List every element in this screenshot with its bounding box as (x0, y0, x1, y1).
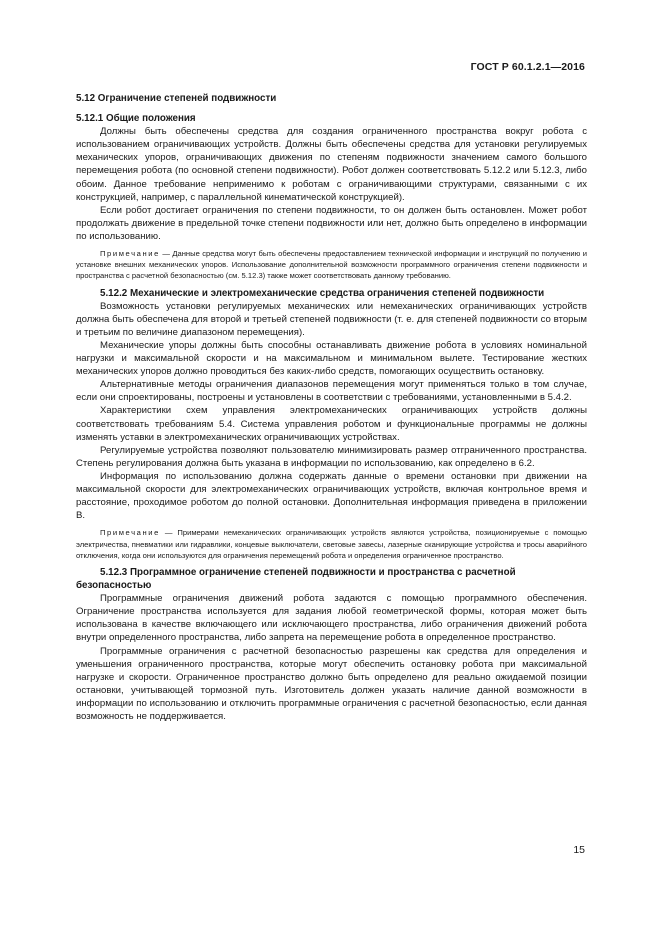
page-number: 15 (573, 844, 585, 856)
subsection-heading-5-12-2: 5.12.2 Механические и электромеханические средства ограничения степеней подвижности (100, 287, 545, 299)
note (76, 248, 587, 282)
page-content (76, 92, 587, 723)
paragraph: Программные ограничения движений робота задаются с помощью программного обеспечения. Ограничение пространства используется для задания любой геометрической формы, которая может быть использована в качестве включающего или исключающего пространства, либо ограничения движений робота внутри определенного пространства, либо запрета на перемещение робота в определенное пространство. (76, 593, 587, 644)
note (76, 527, 587, 561)
standard-header: ГОСТ Р 60.1.2.1—2016 (470, 61, 585, 73)
note-label: Примечание (100, 249, 160, 259)
note-text: — Примерами немеханических ограничивающих устройств являются устройства, позиционируемые с помощью электричества, пневматики или гидравлики, концевые выключатели, световые завесы, лазерные сканирующие устройства и тросы аварийного отключения, когда они используются для ограничения перемещений робота и определения ограниченное пространство. (76, 528, 587, 560)
paragraph: Механические упоры должны быть способны останавливать движение робота в условиях номинальной нагрузки и максимальной скорости и на максимальном и минимальном вылете. Тестирование жестких механических упоров должно проводиться без каких-либо средств, помогающих осуществить остановку. (76, 340, 587, 378)
paragraph: Должны быть обеспечены средства для создания ограниченного пространства вокруг робота с использованием ограничивающих устройств. Должны быть обеспечены средства для установки регулируемых механических упоров, ограничивающих движения по степеням подвижности значением самого большого перемещения робота (по основной степени подвижности). Робот должен соответствовать 5.12.2 или 5.12.3, либо обоим. Данное требование неприменимо к роботам с ограничивающими структурами, связанными с их конструкцией, например, с параллельной кинематической конструкцией). (76, 126, 587, 203)
paragraph: Информация по использованию должна содержать данные о времени остановки при движении на максимальной скорости для электромеханических ограничивающих устройств, включая контрольное время и расстояние, проходимое роботом до полной остановки. Дополнительная информация приведена в приложении В. (76, 470, 587, 522)
paragraph: Возможность установки регулируемых механических или немеханических ограничивающих устройств должна быть обеспечена для второй и третьей степеней подвижности (т. е. для степеней подвижности со вторым и третьим по величине диапазоном перемещения). (76, 300, 587, 338)
section-heading-5-12: 5.12 Ограничение степеней подвижности (76, 93, 277, 104)
note-text: — Данные средства могут быть обеспечены предоставлением технической информации и инструкций по получению и установке внешних механических упоров. Использование дополнительной возможности программного ограничения степени подвижности и пространства с расчетной безопасностью (см. 5.12.3) также может соответствовать данному требованию. (76, 249, 587, 281)
paragraph: Регулируемые устройства позволяют пользователю минимизировать размер отграниченного пространства. Степень регулирования должна быть указана в информации по использованию, как определено в 6.2. (76, 444, 587, 469)
paragraph: Характеристики схем управления электромеханических ограничивающих устройств должны соответствовать требованиям 5.4. Система управления роботом и функциональные программы не должны изменять уставки в электромеханических ограничивающих устройствах. (76, 405, 587, 443)
subsection-heading-5-12-1: 5.12.1 Общие положения (76, 113, 196, 125)
paragraph: Программные ограничения с расчетной безопасностью разрешены как средства для определения и уменьшения ограниченного пространства, которые могут обеспечить остановку робота при максимальной нагрузке и скорости. Ограниченное пространство должно быть определено для реально ожидаемой позиции остановки, учитывающей тормозной путь. Изготовитель должен указать наличие данной возможности в информации по использованию и отключить программные ограничения с расчетной безопасностью, если данная возможность не поддерживается. (76, 645, 587, 722)
subsection-heading-5-12-3: 5.12.3 Программное ограничение степеней подвижности и пространства с расчетной безопасностью (76, 566, 516, 592)
note-label: Примечание (100, 528, 160, 538)
paragraph: Альтернативные методы ограничения диапазонов перемещения могут применяться только в том случае, если они спроектированы, построены и установлены в соответствии с требованиями, установленными в 5.4.2. (76, 379, 587, 404)
paragraph: Если робот достигает ограничения по степени подвижности, то он должен быть остановлен. Может робот продолжать движение в предельной точке степени подвижности или нет, должно быть определено в информации по использованию. (76, 204, 587, 242)
